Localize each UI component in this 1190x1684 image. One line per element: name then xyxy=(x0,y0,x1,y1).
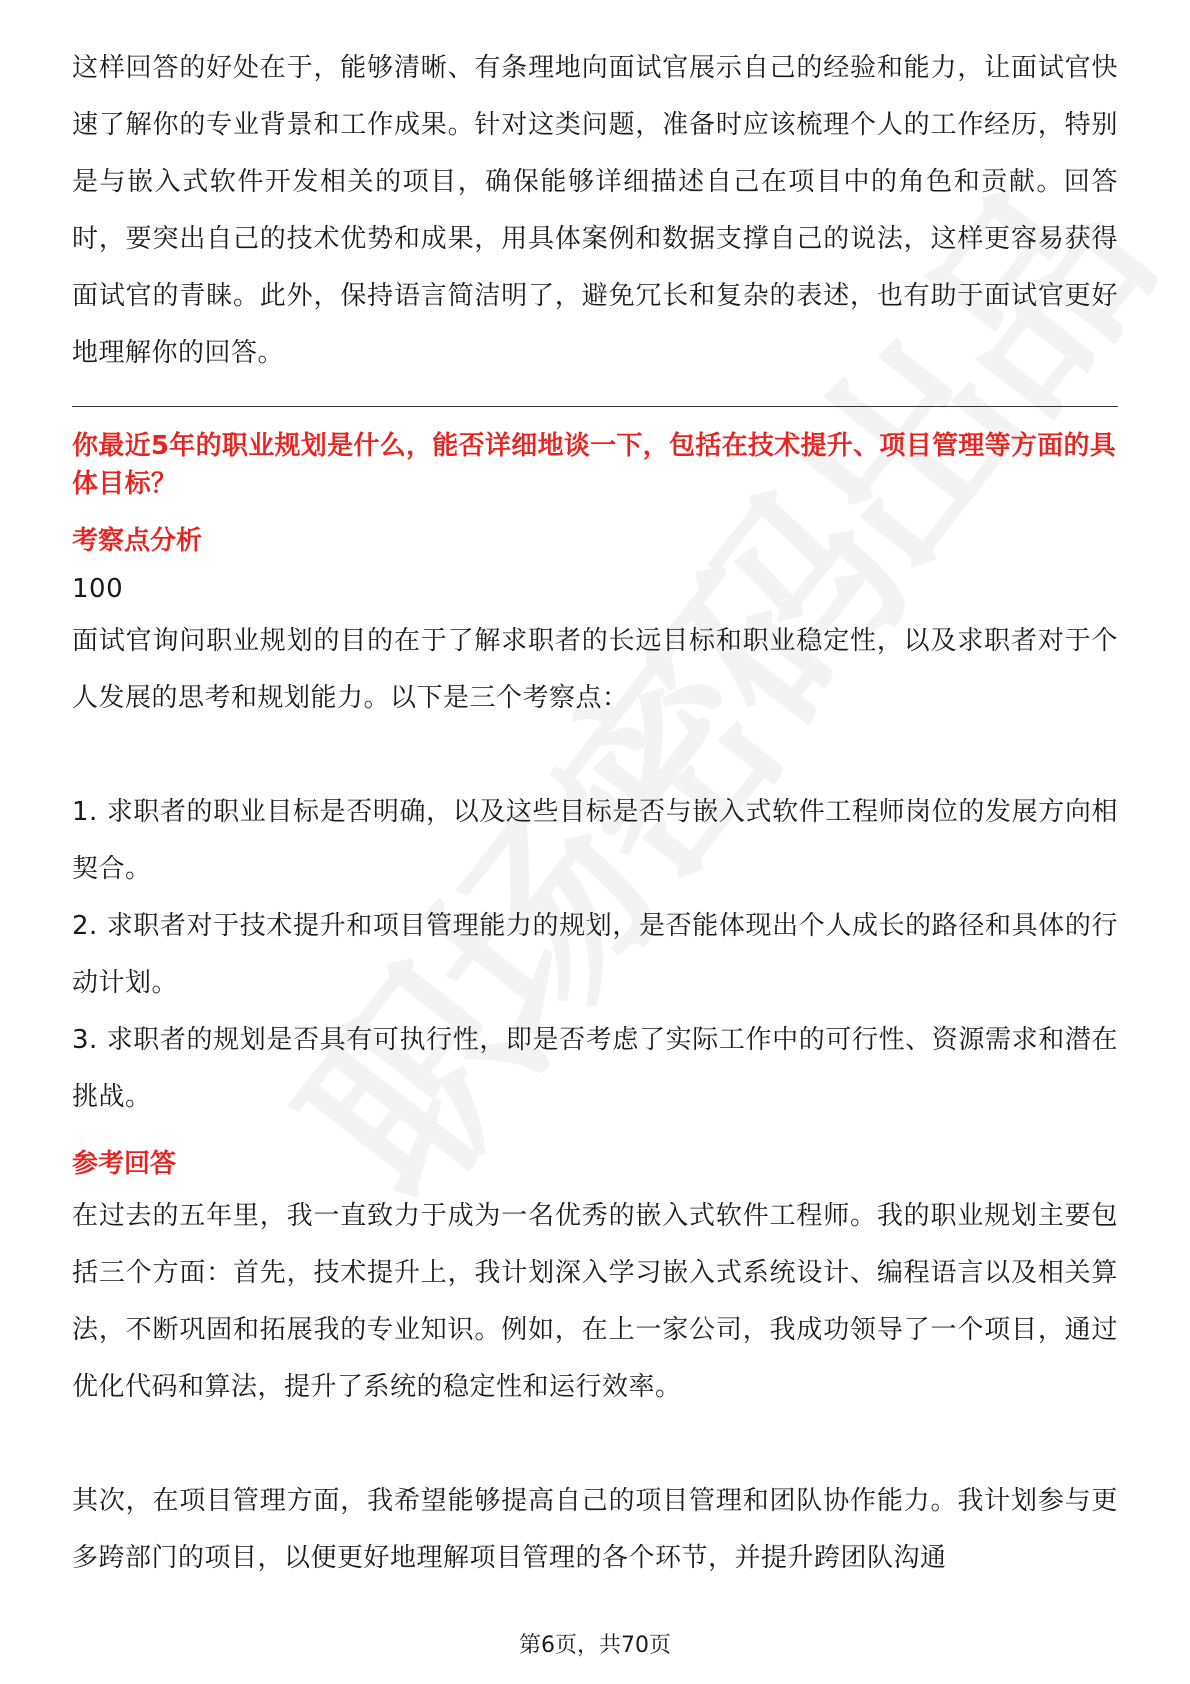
analysis-intro: 面试官询问职业规划的目的在于了解求职者的长远目标和职业稳定性，以及求职者对于个人发展的思考和规划能力。以下是三个考察点： xyxy=(72,626,1118,713)
analysis-point-3: 3. 求职者的规划是否具有可执行性，即是否考虑了实际工作中的可行性、资源需求和潜在挑战。 xyxy=(72,1025,1118,1112)
section-divider xyxy=(72,406,1118,407)
spacer xyxy=(72,727,1118,784)
analysis-score: 100 xyxy=(72,574,124,604)
page-content xyxy=(72,40,1118,1587)
intro-paragraph: 这样回答的好处在于，能够清晰、有条理地向面试官展示自己的经验和能力，让面试官快速了解你的专业背景和工作成果。针对这类问题，准备时应该梳理个人的工作经历，特别是与嵌入式软件开发相关的项目，确保能够详细描述自己在项目中的角色和贡献。回答时，要突出自己的技术优势和成果，用具体案例和数据支撑自己的说法，这样更容易获得面试官的青睐。此外，保持语言简洁明了，避免冗长和复杂的表述，也有助于面试官更好地理解你的回答。 xyxy=(72,53,1118,368)
page-number: 第6页，共70页 xyxy=(519,1633,671,1658)
answer-paragraph-2: 其次，在项目管理方面，我希望能够提高自己的项目管理和团队协作能力。我计划参与更多跨部门的项目，以便更好地理解项目管理的各个环节，并提升跨团队沟通 xyxy=(72,1486,1118,1573)
question-title: 你最近5年的职业规划是什么，能否详细地谈一下，包括在技术提升、项目管理等方面的具体目标？ xyxy=(72,431,1117,499)
analysis-heading: 考察点分析 xyxy=(72,526,203,556)
spacer xyxy=(72,1416,1118,1473)
answer-heading: 参考回答 xyxy=(72,1149,177,1179)
analysis-point-1: 1. 求职者的职业目标是否明确，以及这些目标是否与嵌入式软件工程师岗位的发展方向相契合。 xyxy=(72,797,1118,884)
answer-paragraph-1: 在过去的五年里，我一直致力于成为一名优秀的嵌入式软件工程师。我的职业规划主要包括三个方面：首先，技术提升上，我计划深入学习嵌入式系统设计、编程语言以及相关算法，不断巩固和拓展我的专业知识。例如，在上一家公司，我成功领导了一个项目，通过优化代码和算法，提升了系统的稳定性和运行效率。 xyxy=(72,1201,1118,1402)
analysis-point-2: 2. 求职者对于技术提升和项目管理能力的规划，是否能体现出个人成长的路径和具体的行动计划。 xyxy=(72,911,1118,998)
